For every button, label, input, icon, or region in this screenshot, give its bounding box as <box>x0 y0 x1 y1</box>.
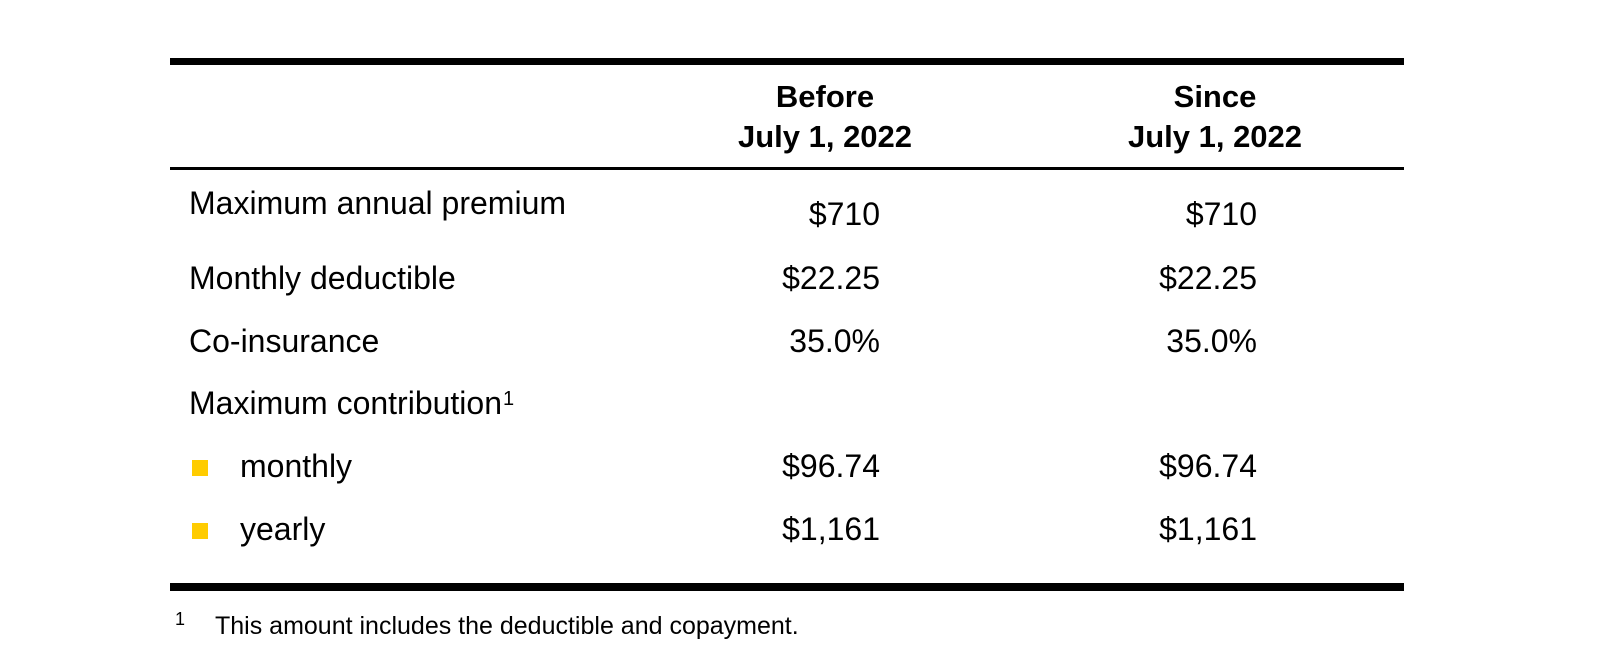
column-header-since-line1: Since <box>1173 79 1257 114</box>
column-header-since <box>1065 77 1365 157</box>
max-contribution-text: Maximum contribution <box>189 385 502 421</box>
value-before-monthly-deductible: $22.25 <box>782 260 880 296</box>
column-header-since-line2: July 1, 2022 <box>1127 119 1303 154</box>
sub-row-label-yearly: yearly <box>240 511 326 547</box>
value-since-monthly-deductible: $22.25 <box>1159 260 1257 296</box>
row-label-max-contribution <box>189 384 514 422</box>
footnote-reference: 1 <box>503 388 515 410</box>
footnote-mark: 1 <box>175 609 186 629</box>
sub-row-label-monthly: monthly <box>240 448 353 484</box>
row-label-max-annual-premium: Maximum annual premium <box>189 185 567 221</box>
row-label-monthly-deductible: Monthly deductible <box>189 260 456 296</box>
value-since-monthly: $96.74 <box>1159 448 1257 484</box>
footnote-text: This amount includes the deductible and copayment. <box>215 612 799 640</box>
bullet-square-icon <box>192 460 208 476</box>
row-label-co-insurance: Co-insurance <box>189 323 380 359</box>
value-before-yearly: $1,161 <box>782 511 880 547</box>
column-header-before-line2: July 1, 2022 <box>737 119 913 154</box>
header-divider-rule <box>170 167 1404 170</box>
value-since-max-annual-premium: $710 <box>1185 196 1257 232</box>
value-since-co-insurance: 35.0% <box>1166 323 1257 359</box>
value-before-max-annual-premium: $710 <box>808 196 880 232</box>
column-header-before <box>675 77 975 157</box>
value-before-co-insurance: 35.0% <box>789 323 880 359</box>
column-header-before-line1: Before <box>775 79 875 114</box>
table-bottom-rule <box>170 583 1404 591</box>
value-since-yearly: $1,161 <box>1159 511 1257 547</box>
table-top-rule <box>170 58 1404 65</box>
value-before-monthly: $96.74 <box>782 448 880 484</box>
bullet-square-icon <box>192 523 208 539</box>
